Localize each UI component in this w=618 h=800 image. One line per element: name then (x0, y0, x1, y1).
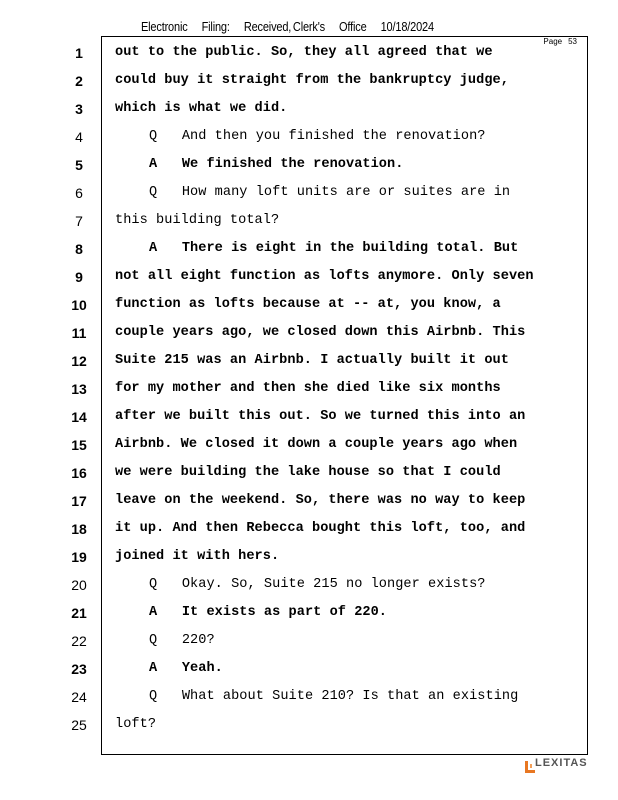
header-office: Office (339, 20, 367, 34)
line-number: 11 (71, 325, 87, 341)
transcript-line (0, 572, 618, 600)
line-number: 7 (75, 213, 83, 229)
line-number: 24 (71, 689, 87, 705)
line-number: 8 (75, 241, 83, 257)
line-text: after we built this out. So we turned this into an (115, 409, 526, 424)
transcript-line (0, 236, 618, 264)
transcript-line (0, 292, 618, 320)
transcript-line (0, 656, 618, 684)
transcript-line (0, 348, 618, 376)
line-text: Q Okay. So, Suite 215 no longer exists? (149, 577, 486, 592)
line-text: Airbnb. We closed it down a couple years ago when (115, 437, 518, 452)
line-number: 3 (75, 101, 83, 117)
line-number: 12 (71, 353, 87, 369)
transcript-line (0, 544, 618, 572)
line-text: Suite 215 was an Airbnb. I actually built it out (115, 353, 509, 368)
line-number: 6 (75, 185, 83, 201)
line-text: leave on the weekend. So, there was no way to keep (115, 493, 526, 508)
line-number: 5 (75, 157, 83, 173)
line-text: loft? (115, 717, 157, 732)
line-text: could buy it straight from the bankruptcy judge, (115, 73, 509, 88)
transcript-line (0, 628, 618, 656)
line-text: this building total? (115, 213, 280, 228)
line-number: 20 (71, 577, 87, 593)
page-number-value: 53 (568, 37, 577, 46)
line-number: 16 (71, 465, 87, 481)
line-number: 17 (71, 493, 87, 509)
line-text: Q What about Suite 210? Is that an existing (149, 689, 519, 704)
line-text: Q How many loft units are or suites are in (149, 185, 511, 200)
header-date: 10/18/2024 (380, 20, 434, 34)
line-text: A There is eight in the building total. But (149, 241, 519, 256)
header-received: Received, (243, 20, 292, 34)
line-text: we were building the lake house so that I could (115, 465, 501, 480)
line-text: function as lofts because at -- at, you know, a (115, 297, 501, 312)
line-number: 18 (71, 521, 87, 537)
line-text: for my mother and then she died like six months (115, 381, 501, 396)
transcript-line (0, 152, 618, 180)
line-number: 1 (75, 45, 83, 61)
transcript-line (0, 180, 618, 208)
transcript-line (0, 404, 618, 432)
header-clerks: Clerk's (292, 20, 325, 34)
line-text: A Yeah. (149, 661, 223, 676)
transcript-line (0, 124, 618, 152)
line-number: 21 (71, 605, 87, 621)
line-text: A It exists as part of 220. (149, 605, 388, 620)
transcript-line (0, 96, 618, 124)
lexitas-logo-text: LEXITAS (535, 757, 588, 769)
line-text: not all eight function as lofts anymore. Only seven (115, 269, 534, 284)
transcript-line (0, 320, 618, 348)
transcript-line (0, 600, 618, 628)
header-electronic: Electronic (141, 20, 188, 34)
line-number: 15 (71, 437, 87, 453)
transcript-line (0, 432, 618, 460)
line-text: Q 220? (149, 633, 215, 648)
transcript-line (0, 460, 618, 488)
transcript-line (0, 264, 618, 292)
transcript-line (0, 68, 618, 96)
transcript-line (0, 516, 618, 544)
line-number: 14 (71, 409, 87, 425)
transcript-line (0, 208, 618, 236)
transcript-line (0, 684, 618, 712)
transcript-line (0, 712, 618, 740)
line-text: it up. And then Rebecca bought this loft, too, and (115, 521, 526, 536)
filing-header (141, 20, 511, 36)
line-number: 10 (71, 297, 87, 313)
line-number: 4 (75, 129, 83, 145)
line-text: out to the public. So, they all agreed that we (115, 45, 493, 60)
line-text: A We finished the renovation. (149, 157, 404, 172)
transcript-line (0, 488, 618, 516)
transcript-line (0, 40, 618, 68)
line-text: which is what we did. (115, 101, 288, 116)
line-number: 25 (71, 717, 87, 733)
line-text: Q And then you finished the renovation? (149, 129, 486, 144)
line-number: 19 (71, 549, 87, 565)
page-label: Page (543, 37, 563, 46)
line-number: 23 (71, 661, 87, 677)
lexitas-logo (524, 757, 594, 777)
line-number: 9 (75, 269, 83, 285)
header-filing: Filing: (201, 20, 230, 34)
line-number: 13 (71, 381, 87, 397)
transcript-line (0, 376, 618, 404)
line-number: 22 (71, 633, 87, 649)
line-text: couple years ago, we closed down this Airbnb. This (115, 325, 526, 340)
line-number: 2 (75, 73, 83, 89)
line-text: joined it with hers. (115, 549, 280, 564)
